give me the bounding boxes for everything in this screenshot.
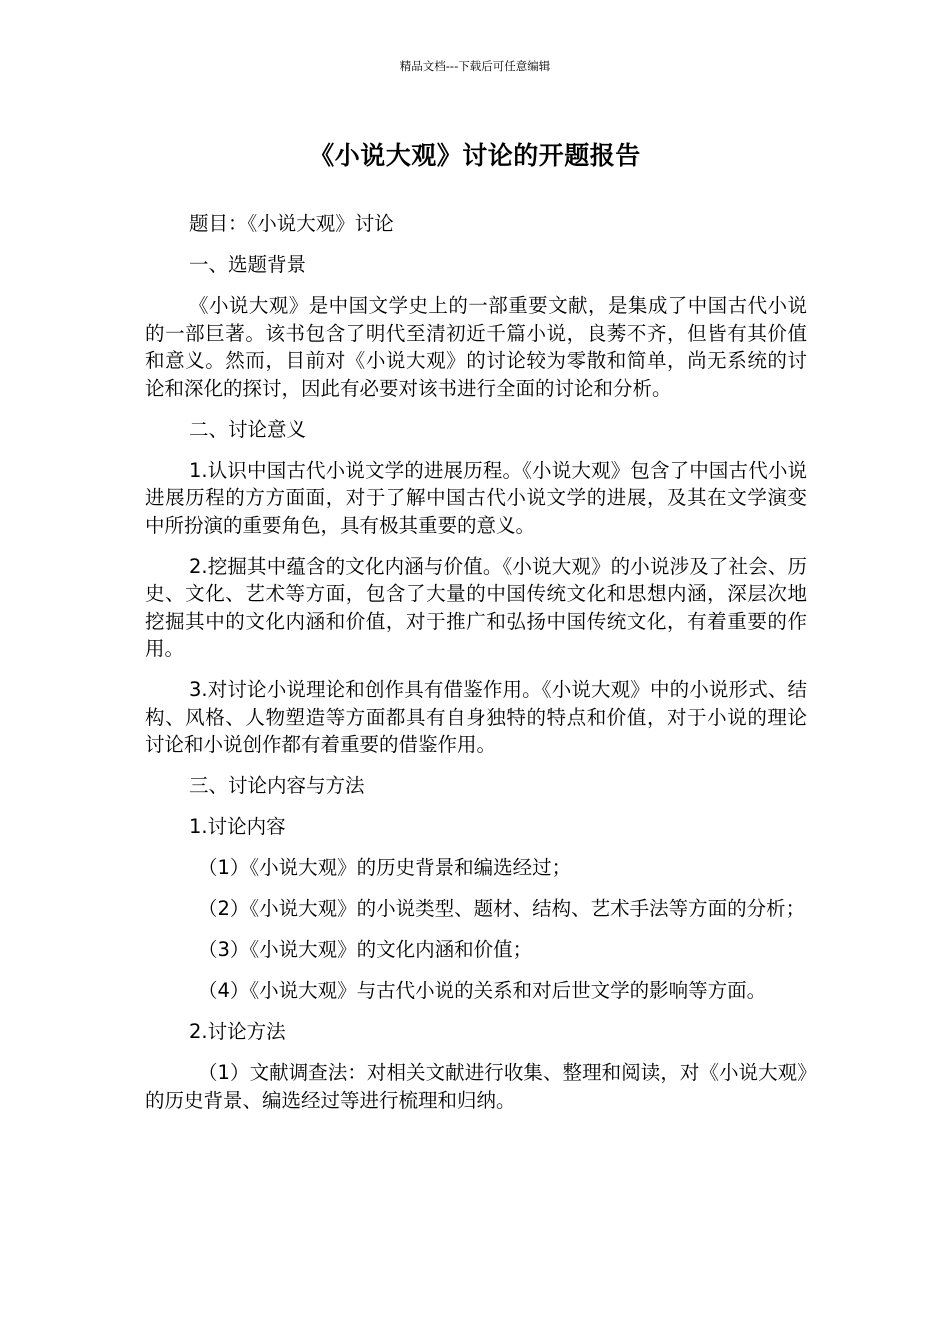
significance-point-3: 3.对讨论小说理论和创作具有借鉴作用。《小说大观》中的小说形式、结构、风格、人物塑造等方面都具有自身独特的特点和价值，对于小说的理论讨论和小说创作都有着重要的借鉴作用。	[145, 678, 807, 756]
document-body	[145, 210, 807, 1128]
content-item-2: （2）《小说大观》的小说类型、题材、结构、艺术手法等方面的分析；	[198, 897, 806, 920]
content-item-4: （4）《小说大观》与古代小说的关系和对后世文学的影响等方面。	[198, 979, 767, 1002]
header-note: 精品文档---下载后可任意编辑	[399, 59, 551, 73]
significance-point-1: 1.认识中国古代小说文学的进展历程。《小说大观》包含了中国古代小说进展历程的方方面面，对于了解中国古代小说文学的进展，及其在文学演变中所扮演的重要角色，具有极其重要的意义。	[145, 458, 807, 537]
document-title: 《小说大观》讨论的开题报告	[309, 141, 641, 170]
section-heading-background: 一、选题背景	[189, 253, 307, 276]
subject-line: 题目：《小说大观》讨论	[189, 212, 394, 235]
method-item-1: （1）文献调查法：对相关文献进行收集、整理和阅读，对《小说大观》的历史背景、编选经过等进行梳理和归纳。	[145, 1061, 807, 1112]
content-item-1: （1）《小说大观》的历史背景和编选经过；	[198, 856, 572, 879]
significance-point-2: 2.挖掘其中蕴含的文化内涵与价值。《小说大观》的小说涉及了社会、历史、文化、艺术等方面，包含了大量的中国传统文化和思想内涵，深层次地挖掘其中的文化内涵和价值，对于推广和弘扬中国传统文化，有着重要的作用。	[145, 554, 807, 660]
section-heading-significance: 二、讨论意义	[189, 417, 307, 441]
section-heading-content-methods: 三、讨论内容与方法	[189, 774, 365, 797]
subheading-content: 1.讨论内容	[189, 815, 286, 838]
content-item-3: （3）《小说大观》的文化内涵和价值；	[198, 938, 533, 961]
background-paragraph: 《小说大观》是中国文学史上的一部重要文献，是集成了中国古代小说的一部巨著。该书包含了明代至清初近千篇小说，良莠不齐，但皆有其价值和意义。然而，目前对《小说大观》的讨论较为零散和简单，尚无系统的讨论和深化的探讨，因此有必要对该书进行全面的讨论和分析。	[145, 294, 807, 400]
subheading-methods: 2.讨论方法	[189, 1020, 286, 1043]
